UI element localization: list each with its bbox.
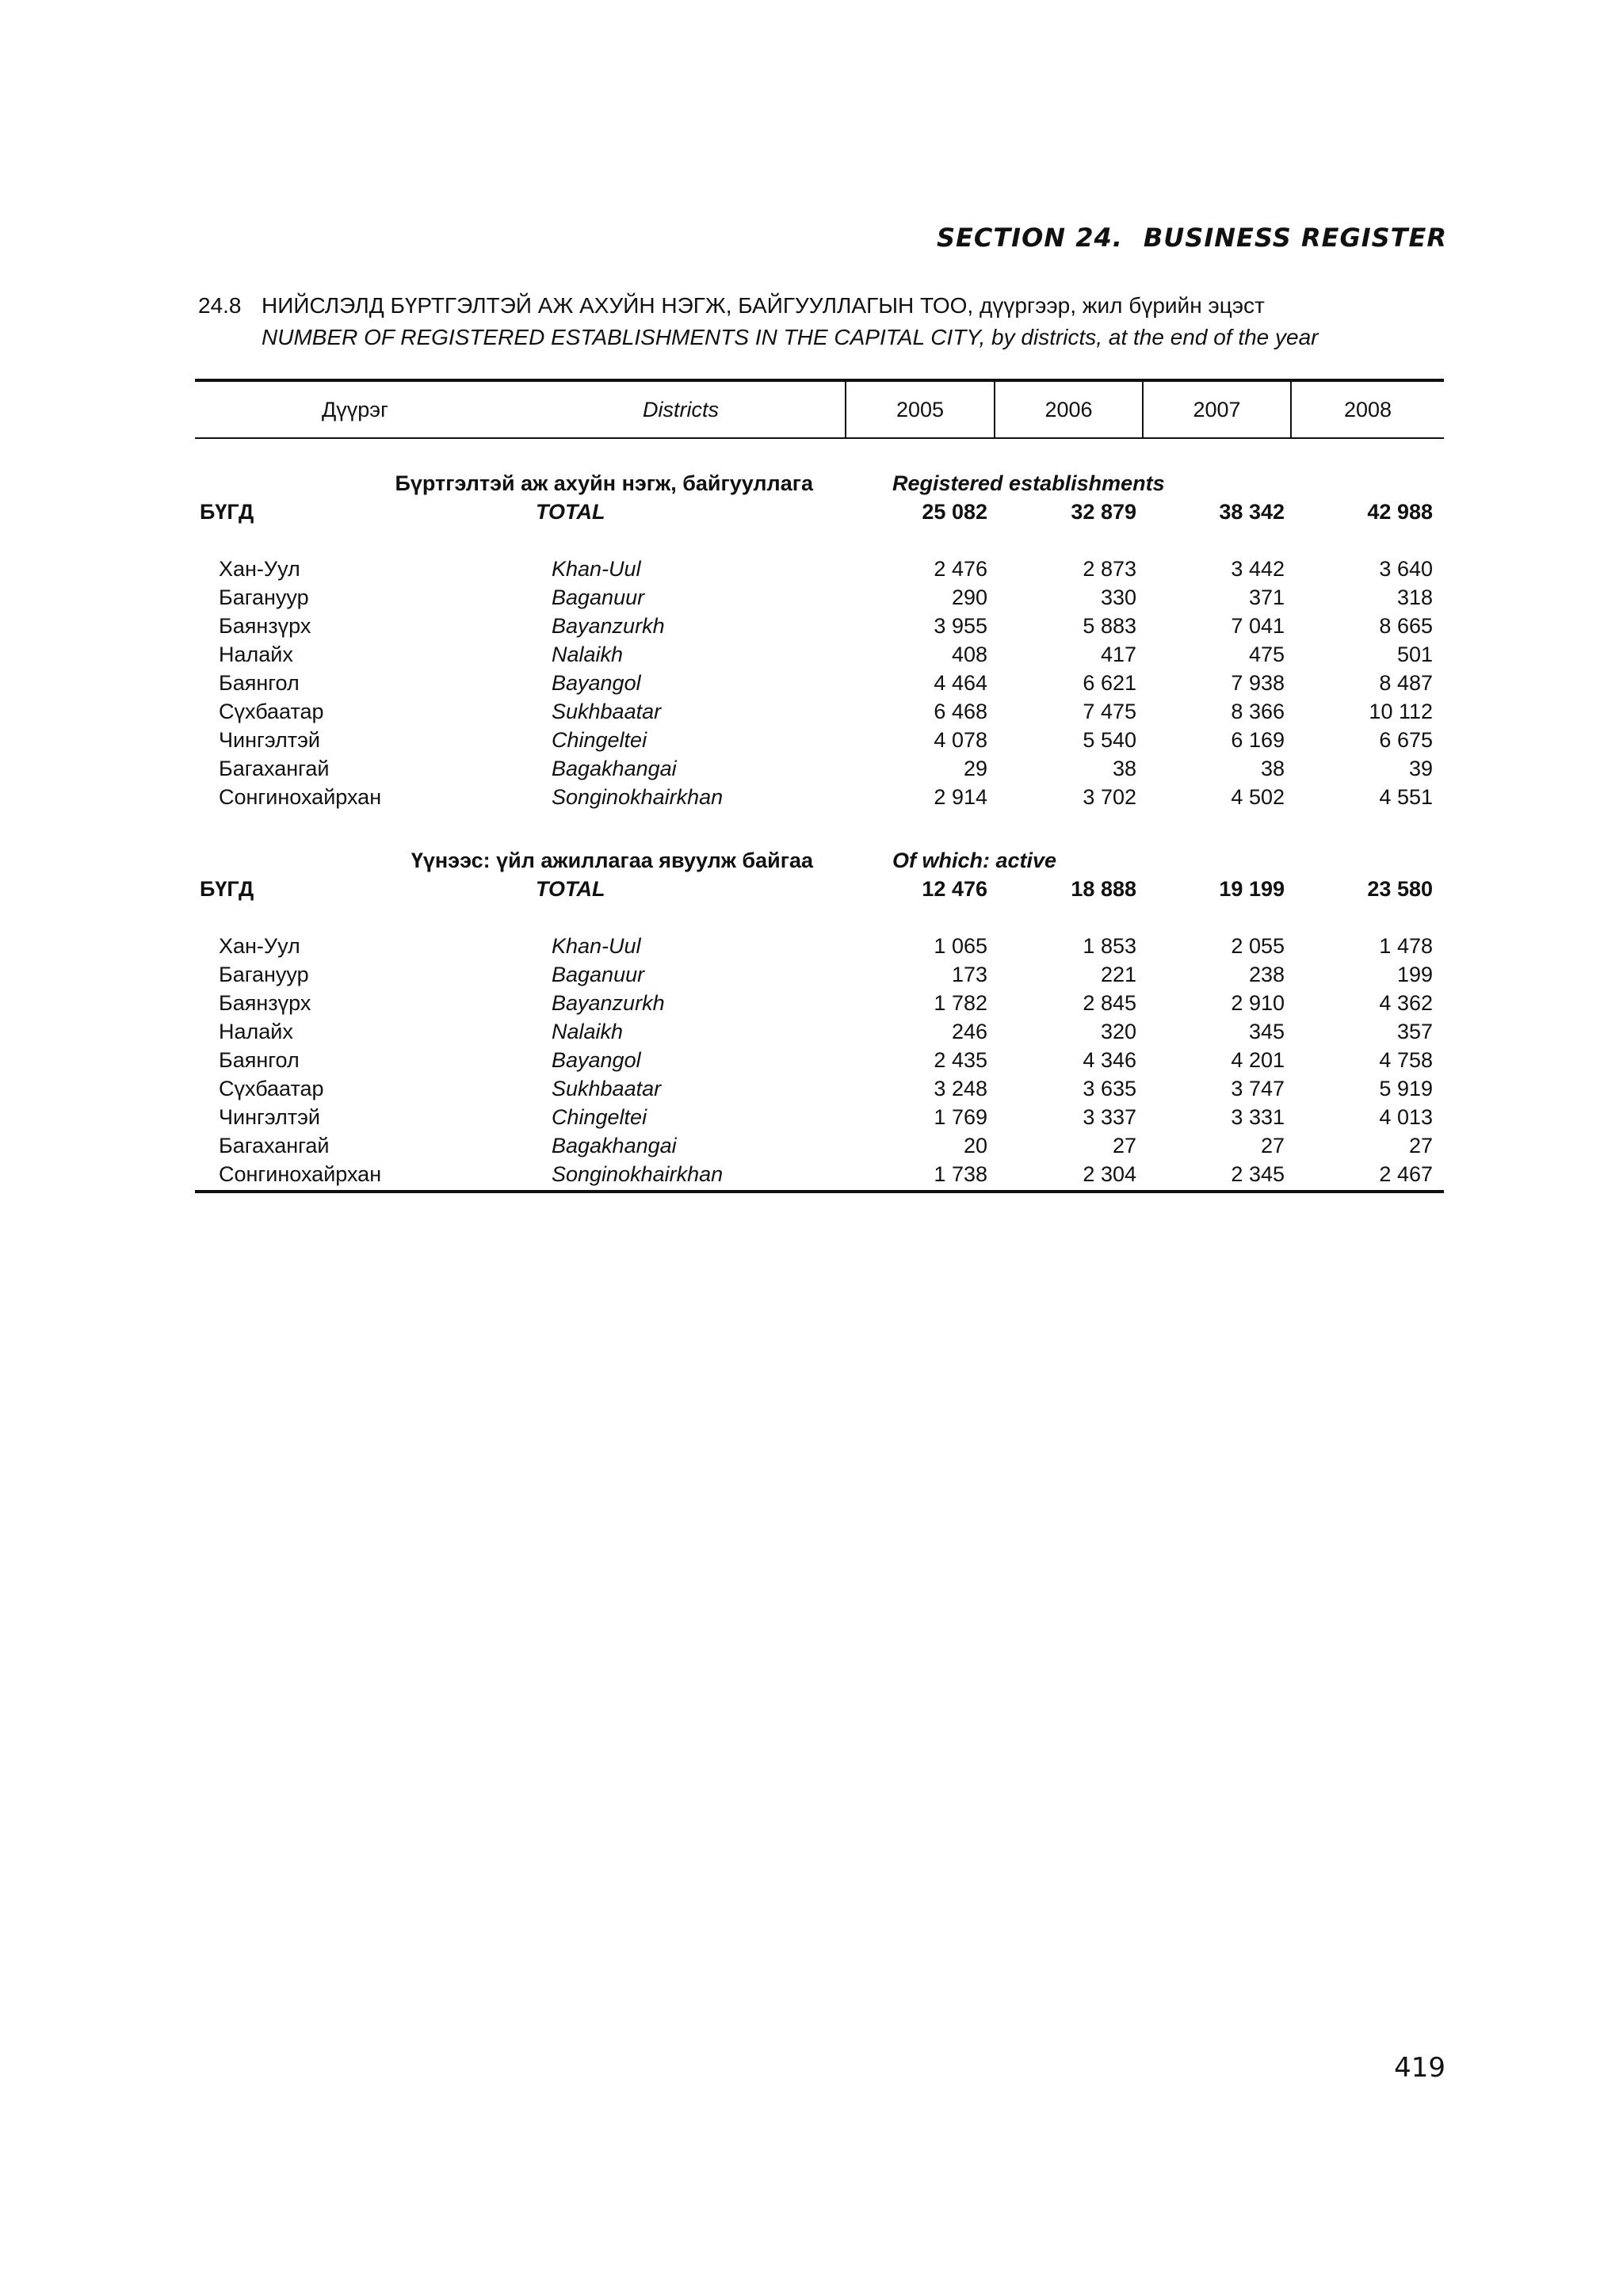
value-2008: 8 665 bbox=[1379, 614, 1433, 638]
value-2008: 3 640 bbox=[1379, 557, 1433, 581]
value-2006: 27 bbox=[1112, 1134, 1136, 1158]
district-name-mn: Багахангай bbox=[219, 757, 330, 780]
value-2005: 20 bbox=[963, 1134, 987, 1158]
value-2008: 2 467 bbox=[1379, 1162, 1433, 1186]
value-2008: 10 112 bbox=[1369, 700, 1433, 723]
table-row bbox=[195, 612, 1444, 640]
value-2007: 8 366 bbox=[1231, 700, 1285, 723]
district-name-en: Bayangol bbox=[552, 671, 641, 695]
district-name-mn: Хан-Уул bbox=[219, 557, 300, 581]
district-name-mn: Багахангай bbox=[219, 1134, 330, 1158]
value-2006: 38 bbox=[1112, 757, 1136, 780]
value-2005: 1 738 bbox=[934, 1162, 987, 1186]
table-row bbox=[195, 555, 1444, 583]
district-name-mn: Баянгол bbox=[219, 1048, 300, 1072]
district-name-en: Songinokhairkhan bbox=[552, 785, 724, 809]
value-2005: 29 bbox=[963, 757, 987, 780]
table-row bbox=[195, 1103, 1444, 1131]
value-2008: 8 487 bbox=[1379, 671, 1433, 695]
value-2006: 417 bbox=[1100, 643, 1136, 666]
section-heading bbox=[195, 846, 1444, 875]
value-2008: 27 bbox=[1408, 1134, 1433, 1158]
district-name-en: Baganuur bbox=[552, 963, 645, 986]
header-year-2006: 2006 bbox=[1044, 398, 1093, 421]
value-2008: 1 478 bbox=[1379, 934, 1433, 958]
district-name-en: Nalaikh bbox=[552, 1020, 624, 1043]
value-2006: 18 888 bbox=[1071, 877, 1136, 901]
value-2005: 4 078 bbox=[934, 728, 987, 752]
title-english: NUMBER OF REGISTERED ESTABLISHMENTS IN THE CAPITAL CITY, by districts, at the end of the year bbox=[262, 325, 1319, 349]
value-2007: 19 199 bbox=[1219, 877, 1285, 901]
district-name-en: Chingeltei bbox=[552, 728, 647, 752]
header-year-2008: 2008 bbox=[1343, 398, 1392, 421]
value-2007: 475 bbox=[1248, 643, 1285, 666]
value-2005: 2 914 bbox=[934, 785, 987, 809]
value-2008: 501 bbox=[1396, 643, 1433, 666]
table-row bbox=[195, 726, 1444, 754]
district-name-mn: Сонгинохайрхан bbox=[219, 785, 382, 809]
district-name-mn: БҮГД bbox=[200, 500, 254, 524]
value-2008: 4 551 bbox=[1379, 785, 1433, 809]
value-2006: 330 bbox=[1100, 585, 1136, 609]
value-2005: 290 bbox=[951, 585, 987, 609]
value-2008: 4 758 bbox=[1379, 1048, 1433, 1072]
table-row bbox=[195, 754, 1444, 783]
value-2008: 199 bbox=[1396, 963, 1433, 986]
total-row bbox=[195, 875, 1444, 903]
value-2006: 2 304 bbox=[1083, 1162, 1136, 1186]
header-year-2007: 2007 bbox=[1193, 398, 1241, 421]
value-2007: 2 345 bbox=[1231, 1162, 1285, 1186]
district-name-mn: Сүхбаатар bbox=[219, 1077, 324, 1100]
district-name-en: Sukhbaatar bbox=[552, 700, 662, 723]
section-heading bbox=[195, 469, 1444, 498]
district-name-en: TOTAL bbox=[536, 877, 605, 901]
district-name-en: Songinokhairkhan bbox=[552, 1162, 724, 1186]
value-2005: 25 082 bbox=[922, 500, 987, 524]
value-2007: 38 bbox=[1260, 757, 1285, 780]
district-name-en: Baganuur bbox=[552, 585, 645, 609]
data-table bbox=[195, 379, 1444, 1193]
table-row bbox=[195, 583, 1444, 612]
value-2006: 320 bbox=[1100, 1020, 1136, 1043]
table-row bbox=[195, 640, 1444, 669]
value-2005: 12 476 bbox=[922, 877, 987, 901]
district-name-en: Bagakhangai bbox=[552, 757, 677, 780]
value-2008: 23 580 bbox=[1367, 877, 1433, 901]
district-name-en: Bagakhangai bbox=[552, 1134, 677, 1158]
table-row bbox=[195, 1046, 1444, 1074]
table-row bbox=[195, 960, 1444, 989]
value-2006: 2 845 bbox=[1083, 991, 1136, 1015]
district-name-en: TOTAL bbox=[536, 500, 605, 524]
value-2008: 4 362 bbox=[1379, 991, 1433, 1015]
value-2005: 173 bbox=[951, 963, 987, 986]
title-mongolian: НИЙСЛЭЛД БҮРТГЭЛТЭЙ АЖ АХУЙН НЭГЖ, БАЙГУУЛЛАГЫН ТОО, дүүргээр, жил бүрийн эцэст bbox=[262, 293, 1265, 318]
section-heading-en: Of which: active bbox=[892, 849, 1057, 872]
district-name-mn: Багануур bbox=[219, 963, 309, 986]
district-name-en: Bayanzurkh bbox=[552, 614, 665, 638]
table-header-row bbox=[195, 382, 1444, 437]
district-name-en: Chingeltei bbox=[552, 1105, 647, 1129]
section-heading-mn: Бүртгэлтэй аж ахуйн нэгж, байгууллага bbox=[395, 471, 813, 495]
value-2008: 39 bbox=[1408, 757, 1433, 780]
value-2005: 2 435 bbox=[934, 1048, 987, 1072]
value-2005: 3 955 bbox=[934, 614, 987, 638]
district-name-mn: Чингэлтэй bbox=[219, 1105, 320, 1129]
header-districts-en: Districts bbox=[643, 398, 719, 421]
header-districts-mn: Дүүрэг bbox=[322, 398, 388, 421]
table-row bbox=[195, 1160, 1444, 1188]
value-2005: 3 248 bbox=[934, 1077, 987, 1100]
district-name-mn: Хан-Уул bbox=[219, 934, 300, 958]
table-title bbox=[198, 293, 1450, 357]
value-2006: 3 337 bbox=[1083, 1105, 1136, 1129]
district-name-en: Nalaikh bbox=[552, 643, 624, 666]
value-2008: 5 919 bbox=[1379, 1077, 1433, 1100]
value-2007: 238 bbox=[1248, 963, 1285, 986]
value-2005: 4 464 bbox=[934, 671, 987, 695]
value-2006: 1 853 bbox=[1083, 934, 1136, 958]
table-bottom-rule bbox=[195, 1190, 1444, 1193]
value-2007: 38 342 bbox=[1219, 500, 1285, 524]
district-name-mn: Баянгол bbox=[219, 671, 300, 695]
district-name-mn: Сүхбаатар bbox=[219, 700, 324, 723]
table-row bbox=[195, 783, 1444, 811]
value-2006: 6 621 bbox=[1083, 671, 1136, 695]
district-name-mn: Сонгинохайрхан bbox=[219, 1162, 382, 1186]
district-name-mn: Баянзүрх bbox=[219, 614, 311, 638]
district-name-mn: Чингэлтэй bbox=[219, 728, 320, 752]
section-heading-mn: Үүнээс: үйл ажиллагаа явуулж байгаа bbox=[411, 849, 813, 872]
value-2006: 221 bbox=[1100, 963, 1136, 986]
value-2005: 2 476 bbox=[934, 557, 987, 581]
value-2008: 318 bbox=[1396, 585, 1433, 609]
table-row bbox=[195, 669, 1444, 697]
value-2007: 345 bbox=[1248, 1020, 1285, 1043]
table-number: 24.8 bbox=[198, 293, 242, 318]
district-name-mn: Багануур bbox=[219, 585, 309, 609]
district-name-en: Khan-Uul bbox=[552, 557, 641, 581]
page-number: 419 bbox=[1394, 2052, 1445, 2084]
value-2006: 2 873 bbox=[1083, 557, 1136, 581]
value-2006: 3 702 bbox=[1083, 785, 1136, 809]
table-row bbox=[195, 1131, 1444, 1160]
value-2007: 7 938 bbox=[1231, 671, 1285, 695]
value-2007: 4 201 bbox=[1231, 1048, 1285, 1072]
value-2008: 42 988 bbox=[1367, 500, 1433, 524]
value-2005: 408 bbox=[951, 643, 987, 666]
table-row bbox=[195, 697, 1444, 726]
district-name-mn: БҮГД bbox=[200, 877, 254, 901]
table-row bbox=[195, 1074, 1444, 1103]
value-2007: 6 169 bbox=[1231, 728, 1285, 752]
value-2007: 3 442 bbox=[1231, 557, 1285, 581]
header-year-2005: 2005 bbox=[896, 398, 945, 421]
value-2008: 6 675 bbox=[1379, 728, 1433, 752]
district-name-en: Khan-Uul bbox=[552, 934, 641, 958]
table-row bbox=[195, 1017, 1444, 1046]
value-2006: 5 540 bbox=[1083, 728, 1136, 752]
district-name-en: Bayangol bbox=[552, 1048, 641, 1072]
table-row bbox=[195, 932, 1444, 960]
district-name-en: Sukhbaatar bbox=[552, 1077, 662, 1100]
value-2007: 2 910 bbox=[1231, 991, 1285, 1015]
value-2008: 357 bbox=[1396, 1020, 1433, 1043]
table-row bbox=[195, 989, 1444, 1017]
value-2005: 1 769 bbox=[934, 1105, 987, 1129]
value-2007: 3 331 bbox=[1231, 1105, 1285, 1129]
total-row bbox=[195, 498, 1444, 526]
value-2007: 7 041 bbox=[1231, 614, 1285, 638]
district-name-en: Bayanzurkh bbox=[552, 991, 665, 1015]
section-heading-en: Registered establishments bbox=[892, 471, 1165, 495]
value-2005: 1 782 bbox=[934, 991, 987, 1015]
value-2005: 6 468 bbox=[934, 700, 987, 723]
value-2006: 7 475 bbox=[1083, 700, 1136, 723]
section-header bbox=[936, 215, 1447, 260]
value-2006: 3 635 bbox=[1083, 1077, 1136, 1100]
value-2007: 371 bbox=[1248, 585, 1285, 609]
value-2007: 3 747 bbox=[1231, 1077, 1285, 1100]
value-2008: 4 013 bbox=[1379, 1105, 1433, 1129]
value-2007: 2 055 bbox=[1231, 934, 1285, 958]
district-name-mn: Баянзүрх bbox=[219, 991, 311, 1015]
value-2006: 5 883 bbox=[1083, 614, 1136, 638]
district-name-mn: Налайх bbox=[219, 1020, 293, 1043]
value-2005: 246 bbox=[951, 1020, 987, 1043]
value-2007: 27 bbox=[1260, 1134, 1285, 1158]
section-label: SECTION 24. bbox=[936, 223, 1123, 253]
section-title bbox=[937, 223, 1447, 253]
value-2005: 1 065 bbox=[934, 934, 987, 958]
value-2007: 4 502 bbox=[1231, 785, 1285, 809]
district-name-mn: Налайх bbox=[219, 643, 293, 666]
value-2006: 32 879 bbox=[1071, 500, 1136, 524]
section-name: BUSINESS REGISTER bbox=[1143, 223, 1447, 253]
value-2006: 4 346 bbox=[1083, 1048, 1136, 1072]
